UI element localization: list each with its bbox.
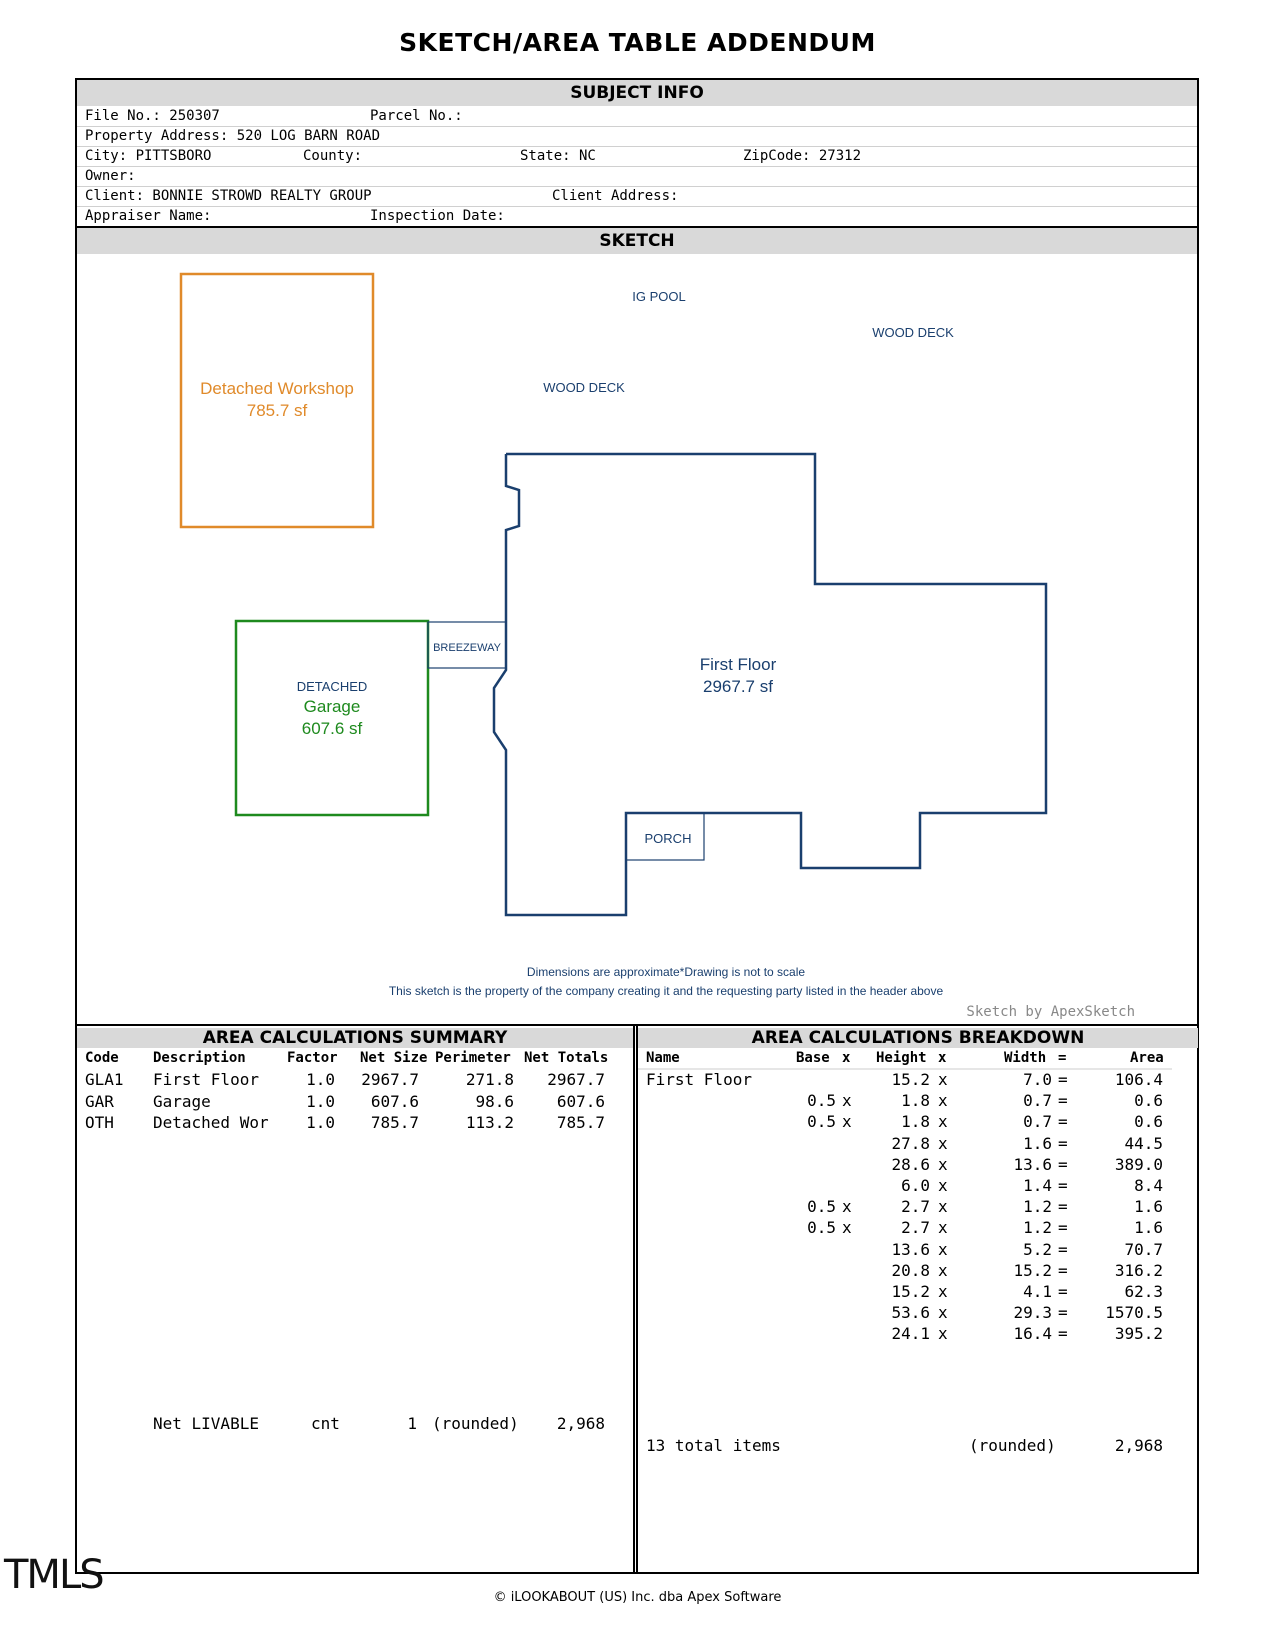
porch-label: PORCH (644, 831, 692, 846)
breakdown-equals: = (1058, 1154, 1068, 1174)
cnt-value: 1 (407, 1414, 417, 1433)
cnt-label: cnt (311, 1414, 340, 1433)
breakdown-height-x: x (938, 1260, 948, 1280)
col-width: Width (1004, 1050, 1047, 1066)
copyright-footer: © iLOOKABOUT (US) Inc. dba Apex Software (493, 1590, 782, 1605)
net-livable-total: 2,968 (556, 1414, 605, 1433)
breakdown-height: 2.7 (901, 1218, 930, 1238)
summary-net-size: 785.7 (370, 1113, 419, 1132)
breakdown-area: 395.2 (1114, 1324, 1163, 1344)
col-name: Name (646, 1050, 680, 1066)
summary-table (77, 1050, 633, 1570)
col-area: Area (1130, 1050, 1164, 1066)
property-address: Property Address: 520 LOG BARN ROAD (85, 128, 381, 144)
county: County: (303, 148, 363, 164)
city: City: PITTSBORO (85, 148, 212, 164)
breakdown-area: 0.6 (1134, 1091, 1163, 1111)
breakdown-height-x: x (938, 1176, 948, 1195)
info-row-client (77, 186, 1197, 207)
page-title: SKETCH/AREA TABLE ADDENDUM (399, 28, 876, 57)
col-code: Code (85, 1050, 119, 1066)
inspection-date: Inspection Date: (370, 208, 505, 224)
breakdown-height: 53.6 (891, 1303, 930, 1323)
breakdown-base: 0.5 (807, 1112, 836, 1132)
sketch-note-scale: Dimensions are approximate*Drawing is not to scale (526, 965, 806, 979)
breakdown-height: 6.0 (901, 1176, 930, 1195)
breakdown-equals: = (1058, 1176, 1068, 1195)
info-row-owner (77, 166, 1197, 187)
breakdown-base-x: x (842, 1197, 852, 1217)
breakdown-height: 27.8 (891, 1133, 930, 1153)
breakdown-width: 0.7 (1023, 1112, 1052, 1132)
breakdown-area: 70.7 (1124, 1239, 1163, 1259)
breakdown-equals: = (1058, 1112, 1068, 1132)
breakdown-equals: = (1058, 1133, 1068, 1153)
parcel-no: Parcel No.: (370, 108, 463, 124)
info-row-appraiser (77, 206, 1197, 226)
breakdown-area: 8.4 (1134, 1176, 1163, 1195)
breezeway-label: BREEZEWAY (433, 642, 501, 654)
summary-description: Garage (153, 1091, 211, 1111)
total-items: 13 total items (646, 1436, 781, 1455)
breakdown-name: First Floor (646, 1070, 752, 1089)
sketch-note-property: This sketch is the property of the company creating it and the requesting party listed in the header above (388, 984, 944, 998)
breakdown-width: 13.6 (1013, 1154, 1052, 1174)
wood-deck-label-right: WOOD DECK (872, 325, 954, 340)
summary-code: GAR (85, 1091, 114, 1111)
breakdown-width: 1.2 (1023, 1218, 1052, 1238)
summary-net-total: 785.7 (556, 1113, 605, 1132)
summary-perimeter: 271.8 (465, 1070, 514, 1089)
breakdown-base: 0.5 (807, 1218, 836, 1238)
breakdown-base-x: x (842, 1218, 852, 1238)
col-x1: x (842, 1050, 851, 1066)
addendum-frame (75, 78, 1199, 1574)
breakdown-area: 389.0 (1114, 1154, 1163, 1174)
zipcode: ZipCode: 27312 (743, 148, 862, 164)
col-description: Description (153, 1050, 246, 1066)
workshop-area: 785.7 sf (246, 401, 308, 420)
breakdown-equals: = (1058, 1303, 1068, 1323)
col-x2: x (938, 1050, 947, 1066)
breakdown-width: 5.2 (1023, 1239, 1052, 1259)
breakdown-height: 20.8 (891, 1260, 930, 1280)
breakdown-rounded-label: (rounded) (969, 1436, 1056, 1455)
garage-detached-label: DETACHED (296, 679, 368, 694)
summary-perimeter: 113.2 (465, 1113, 514, 1132)
garage-area: 607.6 sf (301, 719, 363, 738)
summary-factor: 1.0 (306, 1070, 335, 1089)
breakdown-equals: = (1058, 1218, 1068, 1238)
summary-description: Detached Wor (153, 1113, 269, 1132)
breakdown-height-x: x (938, 1133, 948, 1153)
workshop-label: Detached Workshop (200, 379, 354, 398)
breakdown-height: 15.2 (891, 1070, 930, 1089)
breakdown-height-x: x (938, 1154, 948, 1174)
breakdown-height-x: x (938, 1091, 948, 1111)
breakdown-area: 1570.5 (1105, 1303, 1163, 1323)
breakdown-base: 0.5 (807, 1197, 836, 1217)
col-base: Base (796, 1050, 830, 1066)
tmls-logo: TMLS (4, 1552, 103, 1598)
breakdown-area: 106.4 (1114, 1070, 1163, 1089)
summary-factor: 1.0 (306, 1113, 335, 1132)
sketch-heading: SKETCH (77, 228, 1197, 254)
state: State: NC (520, 148, 596, 164)
summary-heading: AREA CALCULATIONS SUMMARY (77, 1028, 633, 1048)
breakdown-height: 1.8 (901, 1091, 930, 1111)
net-livable-label: Net LIVABLE (153, 1414, 259, 1433)
breakdown-height-x: x (938, 1070, 948, 1089)
breakdown-width: 4.1 (1023, 1282, 1052, 1301)
breakdown-equals: = (1058, 1091, 1068, 1111)
breakdown-base-x: x (842, 1112, 852, 1132)
breakdown-width: 0.7 (1023, 1091, 1052, 1111)
subject-info-heading: SUBJECT INFO (77, 80, 1197, 106)
breakdown-width: 29.3 (1013, 1303, 1052, 1323)
breakdown-equals: = (1058, 1070, 1068, 1089)
breakdown-equals: = (1058, 1324, 1068, 1344)
breakdown-height: 2.7 (901, 1197, 930, 1217)
summary-net-total: 2967.7 (547, 1070, 605, 1089)
summary-net-total: 607.6 (556, 1091, 605, 1111)
breakdown-equals: = (1058, 1197, 1068, 1217)
breakdown-height-x: x (938, 1303, 948, 1323)
rounded-label: (rounded) (432, 1414, 519, 1433)
breakdown-base: 0.5 (807, 1091, 836, 1111)
file-no: File No.: 250307 (85, 108, 220, 124)
info-row-file (77, 106, 1197, 127)
wood-deck-label-left: WOOD DECK (543, 380, 625, 395)
floor-plan-sketch (77, 254, 1197, 1054)
breakdown-area: 44.5 (1124, 1133, 1163, 1153)
col-perimeter: Perimeter (435, 1050, 511, 1066)
info-row-city (77, 146, 1197, 167)
breakdown-height: 1.8 (901, 1112, 930, 1132)
breakdown-area: 1.6 (1134, 1197, 1163, 1217)
breakdown-width: 1.4 (1023, 1176, 1052, 1195)
summary-net-size: 607.6 (370, 1091, 419, 1111)
breakdown-height: 28.6 (891, 1154, 930, 1174)
client: Client: BONNIE STROWD REALTY GROUP (85, 188, 372, 204)
breakdown-equals: = (1058, 1282, 1068, 1301)
breakdown-width: 1.6 (1023, 1133, 1052, 1153)
summary-code: OTH (85, 1113, 114, 1132)
ig-pool-label: IG POOL (632, 289, 686, 304)
breakdown-area: 0.6 (1134, 1112, 1163, 1132)
first-floor-area: 2967.7 sf (703, 677, 773, 696)
breakdown-height-x: x (938, 1112, 948, 1132)
breakdown-height-x: x (938, 1324, 948, 1344)
breakdown-height: 24.1 (891, 1324, 930, 1344)
breakdown-equals: = (1058, 1260, 1068, 1280)
garage-outline (236, 621, 428, 815)
breakdown-area: 1.6 (1134, 1218, 1163, 1238)
first-floor-label: First Floor (699, 655, 777, 674)
sketch-credit: Sketch by ApexSketch (966, 1004, 1135, 1020)
summary-net-size: 2967.7 (361, 1070, 419, 1089)
summary-description: First Floor (153, 1070, 259, 1089)
breakdown-width: 15.2 (1013, 1260, 1052, 1280)
col-eq: = (1058, 1050, 1067, 1066)
breakdown-height-x: x (938, 1218, 948, 1238)
breakdown-heading: AREA CALCULATIONS BREAKDOWN (638, 1028, 1198, 1048)
info-row-address (77, 126, 1197, 147)
garage-label: Garage (303, 697, 361, 716)
breakdown-height: 15.2 (891, 1282, 930, 1301)
summary-factor: 1.0 (306, 1091, 335, 1111)
breakdown-width: 7.0 (1023, 1070, 1052, 1089)
owner: Owner: (85, 168, 136, 184)
breakdown-base-x: x (842, 1091, 852, 1111)
breakdown-height-x: x (938, 1282, 948, 1301)
breakdown-height-x: x (938, 1239, 948, 1259)
col-factor: Factor (287, 1050, 338, 1066)
col-net-size: Net Size (360, 1050, 428, 1066)
breakdown-equals: = (1058, 1239, 1068, 1259)
breakdown-height: 13.6 (891, 1239, 930, 1259)
col-height: Height (876, 1050, 927, 1066)
breakdown-width: 16.4 (1013, 1324, 1052, 1344)
client-address: Client Address: (552, 188, 679, 204)
breakdown-width: 1.2 (1023, 1197, 1052, 1217)
breakdown-total: 2,968 (1114, 1436, 1163, 1455)
breakdown-area: 62.3 (1124, 1282, 1163, 1301)
breakdown-height-x: x (938, 1197, 948, 1217)
summary-perimeter: 98.6 (475, 1091, 514, 1111)
breakdown-table (638, 1050, 1196, 1570)
breakdown-area: 316.2 (1114, 1260, 1163, 1280)
appraiser-name: Appraiser Name: (85, 208, 212, 224)
summary-code: GLA1 (85, 1070, 124, 1089)
col-net-totals: Net Totals (524, 1050, 609, 1066)
